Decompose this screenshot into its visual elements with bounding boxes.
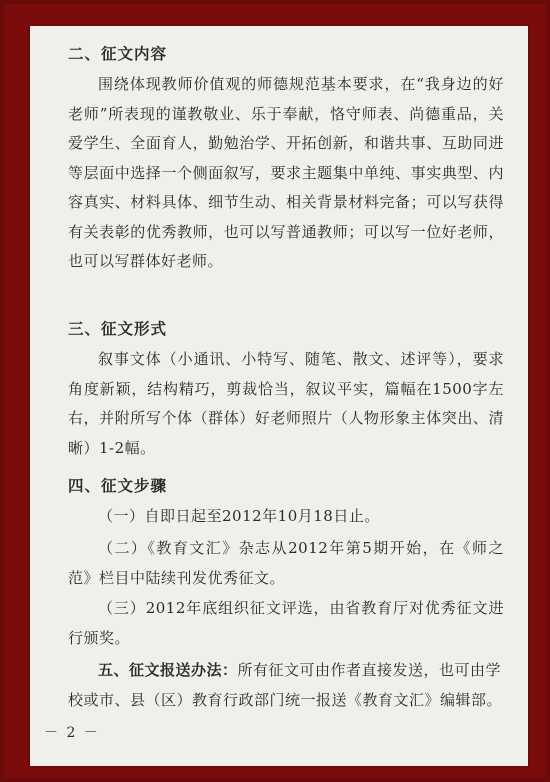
section-5-paragraph bbox=[68, 656, 504, 715]
document-page bbox=[30, 26, 528, 766]
section-3-heading: 三、征文形式 bbox=[68, 320, 168, 338]
section-5-heading: 五、征文报送办法： bbox=[98, 661, 238, 679]
section-4-step-2: （二）《教育文汇》杂志从2012年第5期开始，在《师之范》栏目中陆续刊发优秀征文。 bbox=[68, 539, 504, 587]
section-5-body: 所有征文可由作者直接发送，也可由学校或市、县（区）教育行政部门统一报送《教育文汇》编辑部。 bbox=[68, 661, 503, 709]
section-4-heading: 四、征文步骤 bbox=[68, 477, 168, 495]
page-number: － 2 － bbox=[44, 725, 100, 741]
section-3-body: 叙事文体（小通讯、小特写、随笔、散文、述评等），要求角度新颖，结构精巧，剪裁恰当，叙议平实，篇幅在1500字左右，并附所写个体（群体）好老师照片（人物形象主体突出、清晰）1-2幅。 bbox=[68, 350, 504, 457]
section-2-body: 围绕体现教师价值观的师德规范基本要求，在“我身边的好老师”所表现的谨教敬业、乐于奉献，恪守师表、尚德重品，关爱学生、全面育人，勤勉治学、开拓创新，和谐共事、互助同进等层面中选择一个侧面叙写，要求主题集中单纯、事实典型、内容真实、材料具体、细节生动、相关背景材料完备；可以写获得有关表彰的优秀教师，也可以写普通教师；可以写一位好老师，也可以写群体好老师。 bbox=[68, 75, 504, 270]
page-frame bbox=[4, 4, 546, 778]
section-4-step-1: （一）自即日起至2012年10月18日止。 bbox=[98, 507, 380, 525]
section-4-step-3: （三）2012年底组织征文评选，由省教育厅对优秀征文进行颁奖。 bbox=[68, 599, 504, 647]
section-2-heading: 二、征文内容 bbox=[68, 45, 168, 63]
